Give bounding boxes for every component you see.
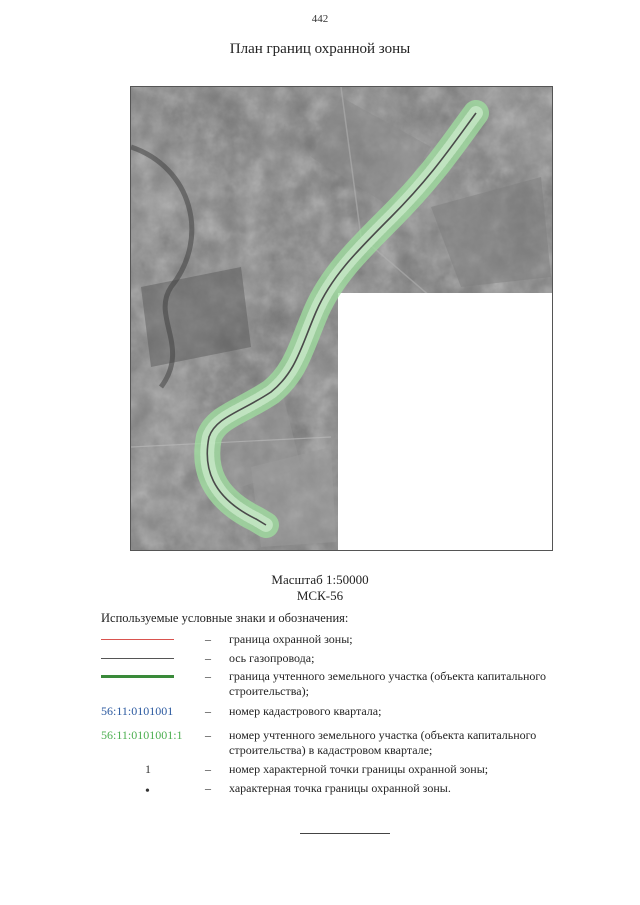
legend-dash: –: [205, 781, 211, 795]
parcel-boundary-line-symbol: [101, 675, 174, 678]
legend-dash: –: [205, 632, 211, 646]
legend-dash: –: [205, 728, 211, 742]
point-number-symbol: 1: [145, 762, 151, 776]
cadastral-quarter-symbol: 56:11:0101001: [101, 704, 174, 718]
page-title: План границ охранной зоны: [229, 41, 411, 57]
legend-text: характерная точка границы охранной зоны.: [229, 781, 451, 795]
footer-divider: [300, 833, 390, 834]
legend-text: номер характерной точки границы охранной зоны;: [229, 762, 489, 776]
map-scale: [0, 572, 640, 604]
legend-dash: –: [205, 704, 211, 718]
legend-dash: –: [205, 669, 211, 683]
legend-text: граница охранной зоны;: [229, 632, 353, 646]
legend-dash: –: [205, 651, 211, 665]
zone-boundary-line-symbol: [101, 639, 174, 640]
scale-text: Масштаб 1:50000: [271, 572, 369, 587]
pipeline-axis-line-symbol: [101, 658, 174, 659]
legend-text: номер учтенного земельного участка (объекта капитального строительства) в кадастровом квартале;: [229, 728, 537, 757]
legend-title: Используемые условные знаки и обозначения:: [101, 611, 349, 625]
characteristic-point-symbol: •: [145, 784, 150, 799]
satellite-map: [131, 87, 553, 551]
legend-text: граница учтенного земельного участка (объекта капитального строительства);: [229, 669, 547, 698]
crs-text: МСК-56: [296, 588, 344, 603]
legend-text: номер кадастрового квартала;: [229, 704, 382, 718]
parcel-number-symbol: 56:11:0101001:1: [101, 728, 183, 742]
page-number: 442: [311, 13, 329, 25]
legend-dash: –: [205, 762, 211, 776]
map-frame: [130, 86, 553, 551]
satellite-image: [131, 87, 553, 551]
legend-text: ось газопровода;: [229, 651, 315, 665]
